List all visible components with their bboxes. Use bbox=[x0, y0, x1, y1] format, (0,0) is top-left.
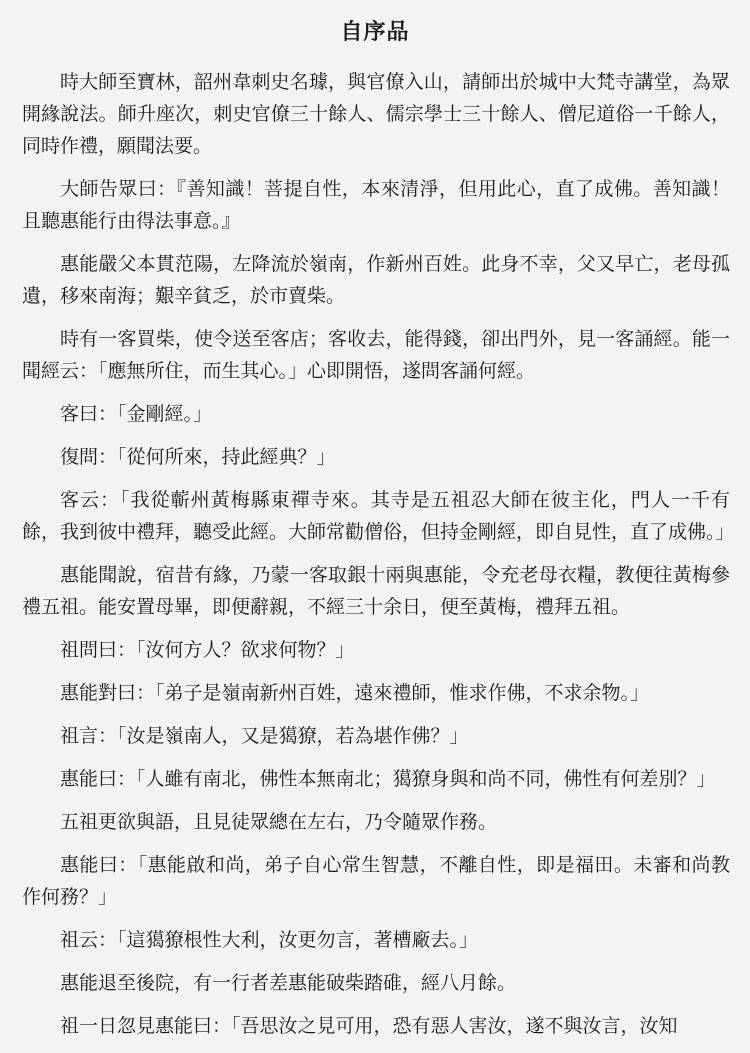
paragraph: 惠能曰：「惠能啟和尚，弟子自心常生智慧，不離自性，即是福田。未審和尚教作何務？」 bbox=[22, 854, 730, 908]
document-body bbox=[22, 66, 735, 1053]
paragraph: 大師告眾曰：『善知識！菩提自性，本來清淨，但用此心，直了成佛。善知識！且聽惠能行由得法事意。』 bbox=[22, 178, 730, 232]
paragraph: 時有一客買柴，使令送至客店；客收去，能得錢，卻出門外，見一客誦經。能一聞經云：「應無所住，而生其心。」心即開悟，遂問客誦何經。 bbox=[22, 328, 730, 382]
paragraph: 惠能曰：「人雖有南北，佛性本無南北；獦獠身與和尚不同，佛性有何差別？」 bbox=[60, 768, 716, 790]
paragraph: 惠能聞說，宿昔有緣，乃蒙一客取銀十兩與惠能，令充老母衣糧，教便往黃梅參禮五祖。能安置母畢，即便辭親，不經三十余日，便至黃梅，禮拜五祖。 bbox=[22, 564, 730, 618]
paragraph: 五祖更欲與語，且見徒眾總在左右，乃令隨眾作務。 bbox=[60, 811, 498, 833]
paragraph: 復問：「從何所來，持此經典？」 bbox=[60, 446, 336, 468]
paragraph: 客云：「我從蘄州黃梅縣東禪寺來。其寺是五祖忍大師在彼主化，門人一千有餘，我到彼中禮拜，聽受此經。大師常勸僧俗，但持金剛經，即自見性，直了成佛。」 bbox=[22, 489, 735, 543]
chapter-title: 自序品 bbox=[340, 20, 410, 45]
paragraph: 祖云：「這獦獠根性大利，汝更勿言，著槽廠去。」 bbox=[60, 929, 479, 951]
paragraph: 客曰：「金剛經。」 bbox=[60, 403, 213, 425]
paragraph: 時大師至寶林，韶州韋刺史名璩，與官僚入山，請師出於城中大梵寺講堂，為眾開緣說法。師升座次，刺史官僚三十餘人、儒宗學士三十餘人、僧尼道俗一千餘人，同時作禮，願聞法要。 bbox=[22, 71, 730, 157]
paragraph: 惠能對曰：「弟子是嶺南新州百姓，遠來禮師，惟求作佛，不求余物。」 bbox=[60, 682, 650, 704]
paragraph: 惠能嚴父本貫范陽，左降流於嶺南，作新州百姓。此身不幸，父又早亡，老母孤遺，移來南海；艱辛貧乏，於市賣柴。 bbox=[22, 253, 730, 307]
paragraph: 惠能退至後院，有一行者差惠能破柴踏碓，經八月餘。 bbox=[60, 972, 517, 994]
paragraph: 祖問曰：「汝何方人？欲求何物？」 bbox=[60, 639, 355, 661]
paragraph: 祖言：「汝是嶺南人，又是獦獠，若為堪作佛？」 bbox=[60, 725, 469, 747]
paragraph: 祖一日忽見惠能曰：「吾思汝之見可用，恐有惡人害汝，遂不與汝言，汝知 bbox=[60, 1015, 678, 1037]
